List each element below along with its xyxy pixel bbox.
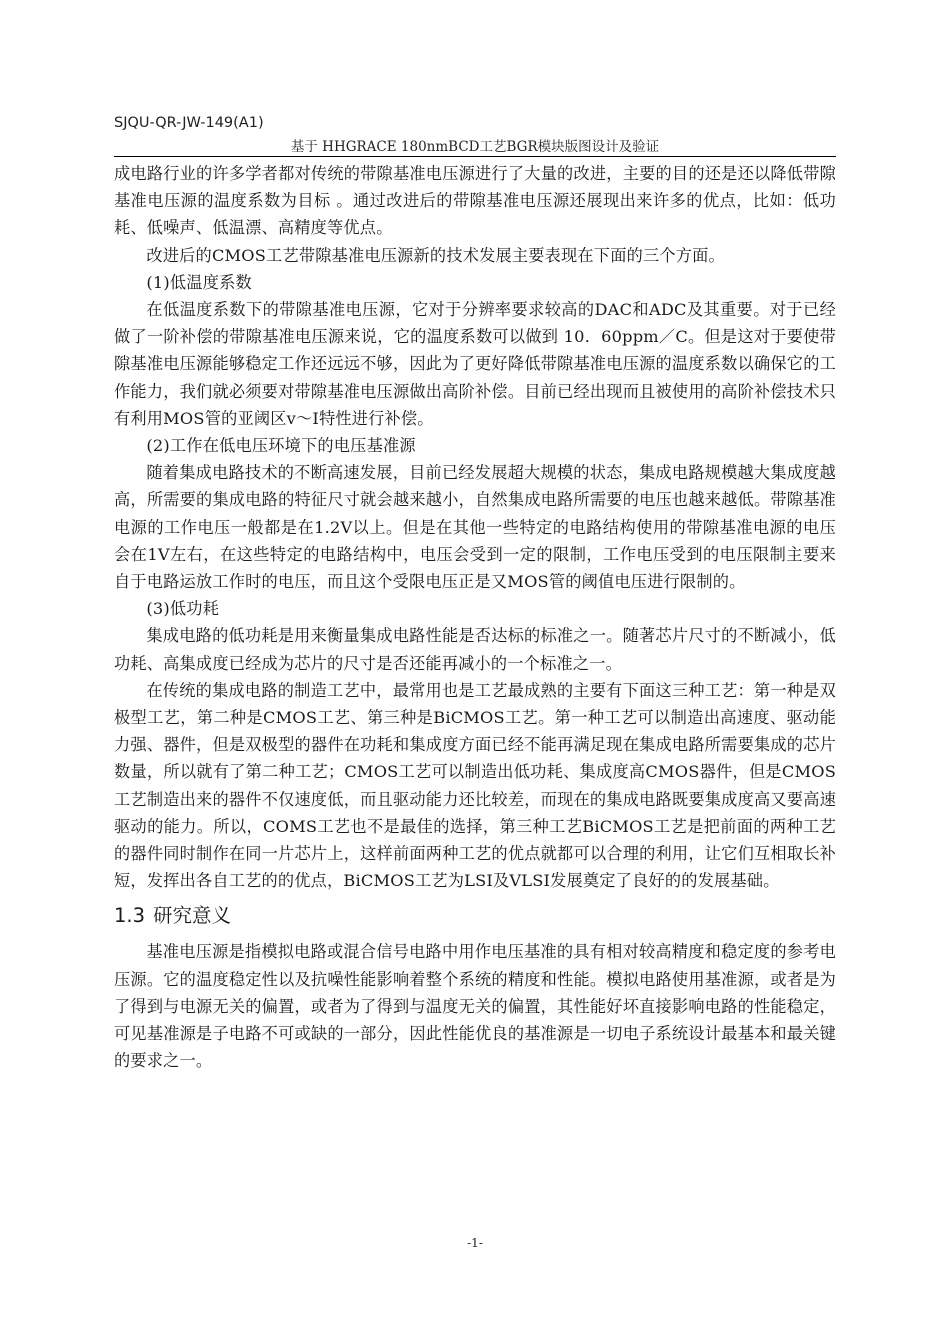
section-number: 1.3 bbox=[114, 904, 146, 928]
paragraph-low-voltage: 随着集成电路技术的不断高速发展，目前已经发展超大规模的状态，集成电路规模越大集成度越高，所需要的集成电路的特征尺寸就会越来越小，自然集成电路所需要的电压也越来越低。带隙基准电源的工作电压一般都是在1.2V以上。但是在其他一些特定的电路结构使用的带隙基准电源的电压会在1V左右，在这些特定的电路结构中，电压会受到一定的限制，工作电压受到的电压限制主要来自于电路运放工作时的电压，而且这个受限电压正是又MOS管的阈值电压进行限制的。 bbox=[114, 463, 836, 592]
paragraph-low-power: 集成电路的低功耗是用来衡量集成电路性能是否达标的标准之一。随著芯片尺寸的不断减小，低功耗、高集成度已经成为芯片的尺寸是否还能再减小的一个标准之一。 bbox=[114, 626, 836, 673]
subheading-low-temp-coefficient: (1)低温度系数 bbox=[146, 272, 252, 292]
paragraph-research-significance: 基准电压源是指模拟电路或混合信号电路中用作电压基准的具有相对较高精度和稳定度的参考电压源。它的温度稳定性以及抗噪性能影响着整个系统的精度和性能。模拟电路使用基准源，或者是为了得到与电源无关的偏置，或者为了得到与温度无关的偏置，其性能好坏直接影响电路的性能稳定，可见基准源是子电路不可或缺的一部分，因此性能优良的基准源是一切电子系统设计最基本和最关键的要求之一。 bbox=[114, 942, 836, 1071]
subheading-low-power: (3)低功耗 bbox=[146, 599, 220, 619]
paragraph-process-technologies: 在传统的集成电路的制造工艺中，最常用也是工艺最成熟的主要有下面这三种工艺：第一种是双极型工艺，第二种是CMOS工艺、第三种是BiCMOS工艺。第一种工艺可以制造出高速度、驱动能力强、器件，但是双极型的器件在功耗和集成度方面已经不能再满足现在集成电路所需要集成的芯片数量，所以就有了第二种工艺；CMOS工艺可以制造出低功耗、集成度高CMOS器件，但是CMOS工艺制造出来的器件不仅速度低，而且驱动能力还比较差，而现在的集成电路既要集成度高又要高速驱动的能力。所以，COMS工艺也不是最佳的选择，第三种工艺BiCMOS工艺是把前面的两种工艺的器件同时制作在同一片芯片上，这样前面两种工艺的优点就都可以合理的利用，让它们互相取长补短，发挥出各自工艺的的优点，BiCMOS工艺为LSI及VLSI发展奠定了良好的的发展基础。 bbox=[114, 680, 836, 891]
section-heading bbox=[114, 900, 836, 932]
paragraph-improvements-intro: 改进后的CMOS工艺带隙基准电压源新的技术发展主要表现在下面的三个方面。 bbox=[146, 245, 725, 265]
document-body bbox=[114, 160, 836, 1075]
page-number: -1- bbox=[467, 1236, 483, 1250]
subheading-low-voltage: (2)工作在低电压环境下的电压基准源 bbox=[146, 436, 416, 456]
running-header-title: 基于 HHGRACE 180nmBCD工艺BGR模块版图设计及验证 bbox=[290, 139, 660, 155]
section-title: 研究意义 bbox=[153, 904, 232, 928]
paragraph-low-temp-coefficient: 在低温度系数下的带隙基准电压源，它对于分辨率要求较高的DAC和ADC及其重要。对于已经做了一阶补偿的带隙基准电压源来说，它的温度系数可以做到 10．60ppm／C。但是这对于要使带隙基准电压源能够稳定工作还远远不够，因此为了更好降低带隙基准电压源的温度系数以确保它的工作能力，我们就必须要对带隙基准电压源做出高阶补偿。目前已经出现而且被使用的高阶补偿技术只有利用MOS管的亚阈区v～I特性进行补偿。 bbox=[114, 300, 836, 428]
header-divider bbox=[114, 156, 836, 157]
paragraph-continuation: 成电路行业的许多学者都对传统的带隙基准电压源进行了大量的改进，主要的目的还是还以降低带隙基准电压源的温度系数为目标 。通过改进后的带隙基准电压源还展现出来许多的优点，比如：低功耗、低噪声、低温漂、高精度等优点。 bbox=[114, 164, 836, 238]
document-code: SJQU-QR-JW-149(A1) bbox=[114, 115, 264, 131]
